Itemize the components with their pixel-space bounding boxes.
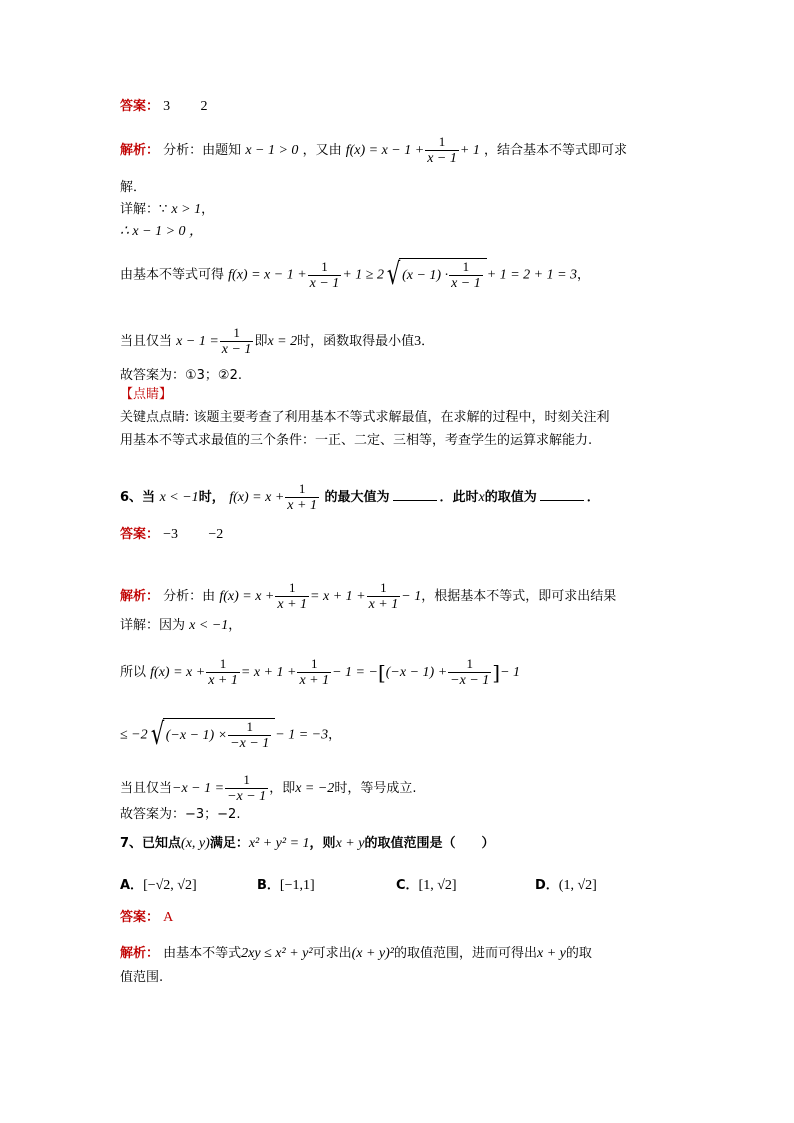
- math: f(x) = x − 1 +: [228, 267, 307, 283]
- text: 的取值范围，进而可得出: [393, 946, 537, 961]
- text: 即: [254, 334, 268, 349]
- option-letter: D．: [535, 878, 559, 893]
- math: x − 1 =: [176, 334, 219, 349]
- text: 时，: [198, 490, 225, 505]
- question7: [120, 835, 494, 853]
- analysis7-line1: [120, 945, 592, 963]
- math: (x, y): [181, 836, 210, 851]
- fraction: $\frac{1}{x + 1}$: [277, 580, 308, 612]
- analysis-label: 解析：: [120, 589, 160, 604]
- eq-prefix: 当且仅当: [120, 334, 173, 349]
- text: ．此时: [439, 490, 479, 505]
- math: − 1 = −3: [275, 727, 329, 743]
- punct: ，: [228, 618, 242, 633]
- bracket-close: ]: [492, 660, 501, 685]
- ineq-prefix: 由基本不等式可得: [120, 267, 225, 283]
- detail5-equality: [120, 325, 434, 358]
- text: ，即: [269, 781, 296, 796]
- option-a[interactable]: [120, 877, 197, 895]
- math: x = 2: [267, 334, 298, 349]
- question-number: 6、当: [120, 490, 156, 505]
- final5: 故答案为：①3；②2.: [120, 368, 242, 383]
- answer-blank[interactable]: [393, 500, 437, 501]
- analysis5-line1: [120, 134, 627, 167]
- math-function: f(x) = x − 1 +: [345, 143, 425, 158]
- option-value: [1, √2]: [418, 878, 457, 893]
- math: f(x) = x +: [229, 490, 285, 505]
- dianjing-heading: 【点睛】: [120, 387, 173, 402]
- math: x + y: [335, 836, 365, 851]
- text: 所以: [120, 665, 147, 680]
- fraction: $\frac{1}{x + 1}$: [368, 580, 399, 612]
- text: 时，函数取得最小值: [297, 334, 415, 349]
- detail6-equality: [120, 772, 416, 805]
- answer-value-1: −3: [163, 527, 179, 542]
- analysis-label: 解析：: [120, 946, 160, 961]
- answer7-line: [120, 909, 173, 927]
- math: x² + y² = 1: [248, 836, 310, 851]
- math: f(x) = x +: [219, 589, 275, 604]
- fraction: $\frac{1}{x - 1}$: [309, 258, 340, 291]
- option-d[interactable]: [535, 877, 597, 895]
- option-value: (1, √2]: [558, 878, 597, 893]
- punct: ．: [421, 334, 435, 349]
- detail-label: 详解：因为: [120, 618, 186, 633]
- analysis-text: ，结合基本不等式即可求: [483, 143, 627, 158]
- fraction: $\frac{1}{x + 1}$: [299, 656, 330, 688]
- math: −x − 1 =: [172, 781, 225, 796]
- answer-label: 答案：: [120, 99, 160, 114]
- math: (−x − 1) +: [385, 665, 448, 680]
- option-value: [−√2, √2]: [143, 878, 197, 893]
- sqrt-icon: √: [150, 717, 164, 752]
- fraction: $\frac{1}{x - 1}$: [427, 134, 457, 166]
- text: 的取: [565, 946, 592, 961]
- answer-value-1: 3: [163, 99, 171, 114]
- fraction: $\frac{1}{x + 1}$: [208, 656, 238, 688]
- answer-blank[interactable]: [540, 500, 584, 501]
- option-letter: B．: [257, 878, 280, 893]
- punct: ，: [328, 727, 342, 743]
- text: 由基本不等式: [163, 946, 242, 961]
- math-condition: x > 1: [171, 202, 202, 217]
- fraction: $\frac{1}{x + 1}$: [287, 481, 317, 513]
- punct: ，: [201, 202, 215, 217]
- math: x: [478, 490, 485, 505]
- question6: [120, 481, 600, 514]
- sqrt-icon: √: [386, 257, 401, 292]
- detail5-line: [120, 201, 214, 219]
- punct: ．: [586, 490, 600, 505]
- answer5-line: [120, 98, 207, 116]
- key-point-line1: 关键点点睛: 该题主要考查了利用基本不等式求解最值，在求解的过程中，时刻关注利: [120, 410, 610, 425]
- detail6: [120, 617, 241, 635]
- text: 时，等号成立.: [334, 781, 417, 796]
- key-point-line2: 用基本不等式求最值的三个条件：一正、二定、三相等，考查学生的运算求解能力.: [120, 433, 593, 448]
- math: − 1: [401, 589, 422, 604]
- text: 的取值为: [484, 490, 537, 505]
- text: 可求出: [312, 946, 352, 961]
- math: + 1 ≥ 2: [342, 267, 384, 283]
- detail6-step: [120, 656, 520, 689]
- fraction: $\frac{1}{x - 1}$: [221, 325, 252, 357]
- math: x + y: [537, 946, 566, 961]
- math: + 1 = 2 + 1 = 3: [486, 267, 578, 283]
- analysis-intro: 分析：由题知: [163, 143, 242, 158]
- math: ≤ −2: [120, 727, 148, 743]
- text: 的最大值为: [324, 490, 390, 505]
- detail6-ineq: [120, 718, 341, 752]
- answer-value: A: [163, 910, 174, 925]
- text: 满足：: [209, 836, 249, 851]
- question-number: 7、已知点: [120, 836, 182, 851]
- text: 分析：由: [163, 589, 216, 604]
- math: x < −1: [159, 490, 199, 505]
- math: f(x) = x +: [150, 665, 206, 680]
- detail-label: 详解：∵: [120, 202, 168, 217]
- sqrt-body: (x − 1) · $\frac{1}{x - 1}$: [399, 258, 487, 292]
- detail5-ineq: [120, 258, 590, 292]
- option-letter: C．: [396, 878, 419, 893]
- analysis7-line2: 值范围.: [120, 970, 164, 985]
- math: = x + 1 +: [240, 665, 297, 680]
- math: x = −2: [295, 781, 335, 796]
- fraction: $\frac{1}{-x - 1}$: [450, 656, 490, 688]
- text: 的取值范围是（ ）: [364, 836, 495, 851]
- fraction: $\frac{1}{-x - 1}$: [227, 772, 267, 804]
- detail5-step2: ∴ x − 1 > 0 ，: [120, 224, 204, 239]
- answer6-line: [120, 526, 223, 544]
- analysis6-line1: [120, 580, 616, 613]
- math: 2xy ≤ x² + y²: [241, 946, 313, 961]
- math: − 1 = −: [332, 665, 378, 680]
- option-c[interactable]: [396, 877, 457, 895]
- option-value: [−1,1]: [279, 878, 315, 893]
- math: 3: [414, 334, 422, 349]
- text: ，根据基本不等式，即可求出结果: [421, 589, 617, 604]
- option-b[interactable]: [257, 877, 315, 895]
- text: ，则: [309, 836, 336, 851]
- answer-label: 答案：: [120, 527, 160, 542]
- answer-label: 答案：: [120, 910, 160, 925]
- analysis5-line2: 解．: [120, 180, 147, 195]
- punct: ，: [577, 267, 591, 283]
- answer-value-2: −2: [208, 527, 224, 542]
- final6: 故答案为：−3；−2.: [120, 807, 241, 822]
- bracket-open: [: [377, 660, 386, 685]
- analysis-label: 解析：: [120, 143, 160, 158]
- math: x < −1: [189, 618, 229, 633]
- math: − 1: [500, 665, 521, 680]
- analysis-text: ，又由: [302, 143, 342, 158]
- math-function-tail: + 1: [459, 143, 480, 158]
- math-condition: x − 1 > 0: [245, 143, 299, 158]
- text: 当且仅当: [120, 781, 173, 796]
- answer-value-2: 2: [200, 99, 208, 114]
- sqrt-body: (−x − 1) × $\frac{1}{-x - 1}$: [163, 718, 276, 752]
- math: = x + 1 +: [310, 589, 366, 604]
- option-letter: A．: [120, 878, 144, 893]
- math: (x + y)²: [351, 946, 394, 961]
